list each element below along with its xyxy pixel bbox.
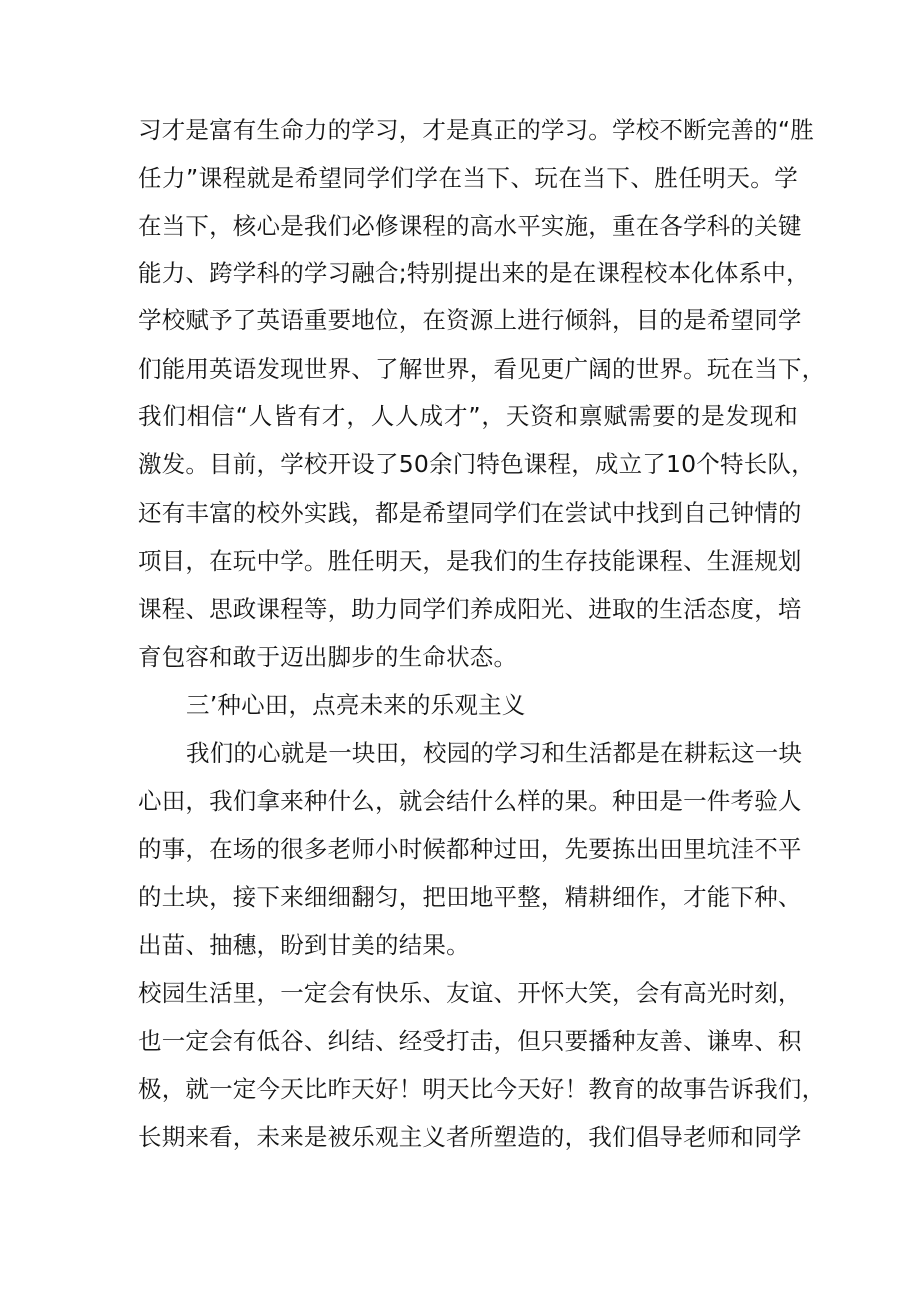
text-line-1: 习才是富有生命力的学习，才是真正的学习。学校不断完善的“胜 xyxy=(138,116,814,144)
text-line-18: 出苗、抽穗，盼到甘美的结果。 xyxy=(138,931,470,959)
text-line-17: 的土块，接下来细细翻匀，把田地平整，精耕细作，才能下种、 xyxy=(138,883,802,911)
text-line-4: 能力、跨学科的学习融合;特别提出来的是在课程校本化体系中， xyxy=(138,259,810,287)
text-line-3: 在当下，核心是我们必修课程的高水平实施，重在各学科的关键 xyxy=(138,212,802,240)
text-line-11: 课程、思政课程等，助力同学们养成阳光、进取的生活态度，培 xyxy=(138,595,802,623)
section-heading: 三’种心田，点亮未来的乐观主义 xyxy=(186,691,526,719)
text-line-22: 长期来看，未来是被乐观主义者所塑造的，我们倡导老师和同学 xyxy=(138,1123,802,1151)
text-line-7: 我们相信“人皆有才，人人成才”，天资和禀赋需要的是发现和 xyxy=(138,402,798,430)
text-line-6: 们能用英语发现世界、了解世界，看见更广阔的世界。玩在当下， xyxy=(138,355,826,383)
text-line-5: 学校赋予了英语重要地位，在资源上进行倾斜，目的是希望同学 xyxy=(138,306,802,334)
text-line-19: 校园生活里，一定会有快乐、友谊、开怀大笑，会有高光时刻， xyxy=(138,979,802,1007)
text-line-12: 育包容和敢于迈出脚步的生命状态。 xyxy=(138,643,518,671)
text-line-8: 激发。目前，学校开设了50余门特色课程，成立了10个特长队， xyxy=(138,450,815,478)
text-line-20: 也一定会有低谷、纠结、经受打击，但只要播种友善、谦卑、积 xyxy=(138,1027,802,1055)
text-line-21: 极，就一定今天比昨天好！明天比今天好！教育的故事告诉我们， xyxy=(138,1075,826,1103)
text-line-14: 我们的心就是一块田，校园的学习和生活都是在耕耘这一块 xyxy=(186,739,803,767)
text-line-16: 的事，在场的很多老师小时候都种过田，先要拣出田里坑洼不平 xyxy=(138,835,802,863)
text-line-10: 项目，在玩中学。胜任明天，是我们的生存技能课程、生涯规划 xyxy=(138,547,802,575)
text-line-15: 心田，我们拿来种什么，就会结什么样的果。种田是一件考验人 xyxy=(138,787,802,815)
text-line-2: 任力”课程就是希望同学们学在当下、玩在当下、胜任明天。学 xyxy=(138,164,798,192)
text-line-9: 还有丰富的校外实践，都是希望同学们在尝试中找到自己钟情的 xyxy=(138,499,802,527)
